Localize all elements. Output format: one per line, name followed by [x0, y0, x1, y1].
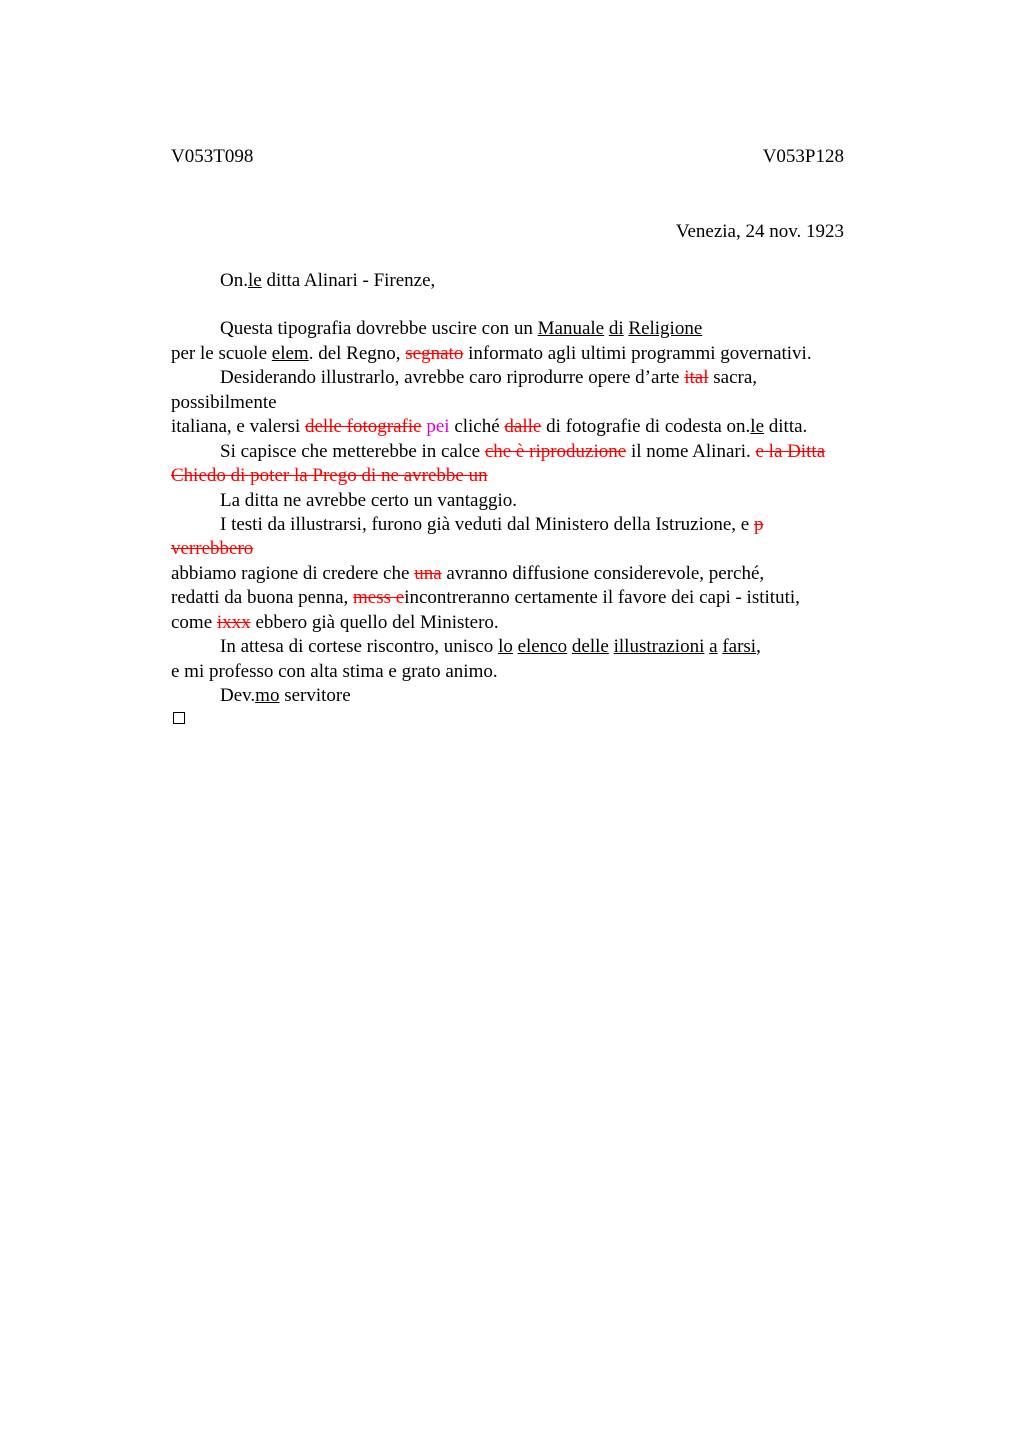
underlined-segment: mo: [255, 685, 280, 706]
deleted-segment: e la Ditta: [755, 441, 826, 462]
salutation: [220, 269, 435, 293]
text-segment: il nome Alinari.: [626, 441, 756, 462]
text-segment: ditta.: [764, 416, 808, 437]
text-segment: Questa tipografia dovrebbe uscire con un: [220, 318, 538, 339]
underlined-segment: lo: [498, 636, 513, 657]
text-segment: informato agli ultimi programmi governativi.: [463, 343, 812, 364]
deleted-segment: Chiedo di poter la Prego di ne avrebbe un: [171, 465, 488, 486]
body-line-12: [171, 586, 800, 610]
text-segment: ebbero già quello del Ministero.: [250, 612, 499, 633]
text-segment: possibilmente: [171, 392, 277, 413]
deleted-segment: una: [414, 563, 442, 584]
text-segment: In attesa di cortese riscontro, unisco: [220, 636, 499, 657]
deleted-segment: ital: [684, 367, 709, 388]
right-code: V053P128: [762, 146, 844, 167]
body-line-8: [220, 489, 517, 513]
text-segment: avranno diffusione considerevole, perché,: [441, 563, 765, 584]
body-line-4: [171, 391, 277, 415]
underlined-segment: delle: [571, 636, 609, 657]
text-segment: come: [171, 612, 217, 633]
underlined-segment: di: [608, 318, 624, 339]
body-line-9: [220, 513, 763, 537]
body-line-2: [171, 342, 812, 366]
underlined-segment: a: [709, 636, 718, 657]
text-segment: incontreranno certamente il favore dei capi - istituti,: [404, 587, 800, 608]
text-segment: di fotografie di codesta on.: [541, 416, 751, 437]
body-line-15: [171, 660, 498, 684]
body-line-6: [220, 440, 825, 464]
deleted-segment: segnato: [405, 343, 464, 364]
text-segment: sacra,: [708, 367, 758, 388]
text-segment: La ditta ne avrebbe certo un vantaggio.: [220, 490, 518, 511]
text-segment: italiana, e valersi: [171, 416, 305, 437]
deleted-segment: dalle: [504, 416, 542, 437]
inserted-segment: pei: [426, 416, 450, 437]
underlined-segment: Manuale: [537, 318, 605, 339]
text-segment: servitore: [279, 685, 351, 706]
text-segment: On.: [220, 270, 248, 291]
deleted-segment: mess e: [353, 587, 405, 608]
underlined-segment: Religione: [628, 318, 703, 339]
text-segment: e mi professo con alta stima e grato animo.: [171, 661, 498, 682]
body-line-13: [171, 611, 499, 635]
text-segment: . del Regno,: [308, 343, 406, 364]
text-segment: ,: [756, 636, 761, 657]
underlined-segment: le: [247, 270, 262, 291]
text-segment: redatti da buona penna,: [171, 587, 354, 608]
text-segment: cliché: [449, 416, 505, 437]
body-line-16: [220, 684, 351, 708]
deleted-segment: p: [753, 514, 764, 535]
text-segment: I testi da illustrarsi, furono già veduti dal Ministero della Istruzione, e: [220, 514, 754, 535]
body-line-14: [220, 635, 761, 659]
deleted-segment: ixxx: [216, 612, 251, 633]
text-segment: Si capisce che metterebbe in calce: [220, 441, 485, 462]
underlined-segment: farsi: [722, 636, 757, 657]
underlined-segment: illustrazioni: [613, 636, 705, 657]
underlined-segment: elenco: [517, 636, 568, 657]
deleted-segment: che è riproduzione: [484, 441, 627, 462]
underlined-segment: le: [750, 416, 765, 437]
place-date: Venezia, 24 nov. 1923: [675, 221, 844, 242]
body-line-10: [171, 537, 253, 561]
text-segment: Dev.: [220, 685, 256, 706]
text-segment: Desiderando illustrarlo, avrebbe caro riprodurre opere d’arte: [220, 367, 685, 388]
text-segment: ditta Alinari - Firenze,: [261, 270, 436, 291]
text-segment: per le scuole: [171, 343, 272, 364]
body-line-7: [171, 464, 488, 488]
empty-box-icon: [173, 712, 185, 724]
underlined-segment: elem: [271, 343, 309, 364]
body-line-1: [220, 317, 702, 341]
body-line-11: [171, 562, 764, 586]
left-code: V053T098: [171, 146, 254, 167]
body-line-5: [171, 415, 807, 439]
deleted-segment: verrebbero: [171, 538, 254, 559]
deleted-segment: delle fotografie: [305, 416, 422, 437]
body-line-3: [220, 366, 757, 390]
text-segment: abbiamo ragione di credere che: [171, 563, 415, 584]
